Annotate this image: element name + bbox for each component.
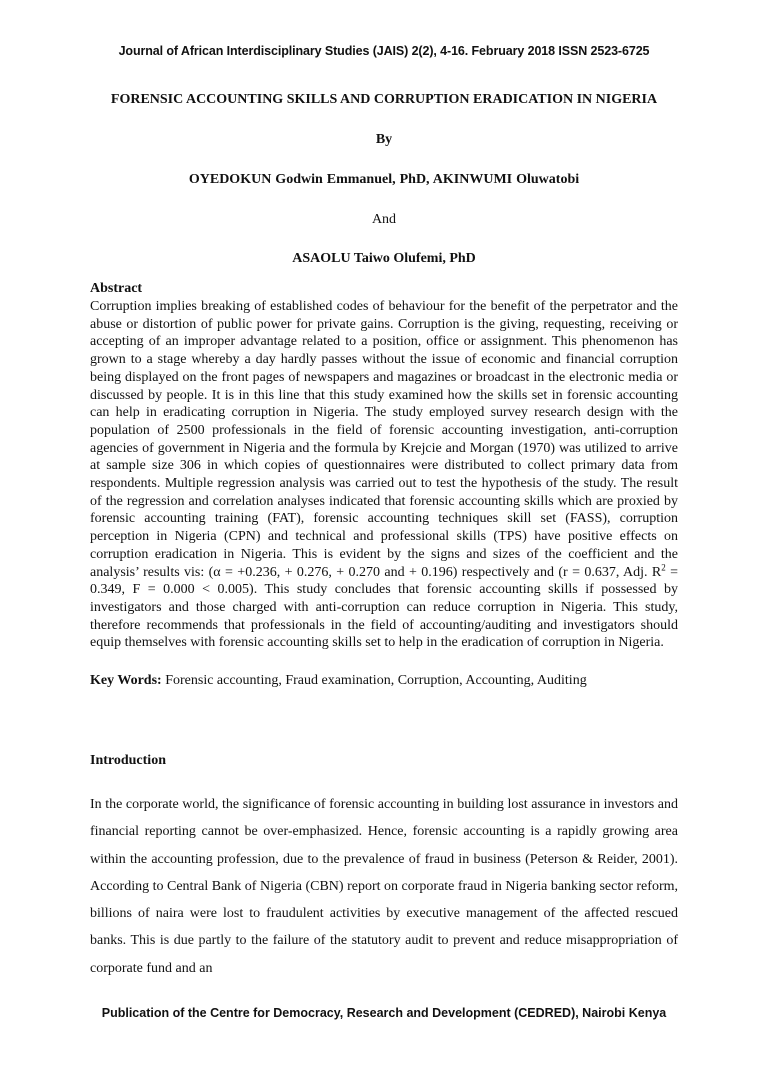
authors-line-2: ASAOLU Taiwo Olufemi, PhD bbox=[292, 251, 476, 266]
introduction-body: In the corporate world, the significance of forensic accounting in building lost assurance in investors and financial reporting cannot be over-emphasized. Hence, forensic accounting is a rapidly growing area within the accounting profession, due to the prevalence of fraud in business (Peterson & Reider, 2001). According to Central Bank of Nigeria (CBN) report on corporate fraud in Nigeria banking sector reform, billions of naira were lost to fraudulent activities by executive management of the affected rescued banks. This is due partly to the failure of the statutory audit to prevent and reduce misappropriation of corporate fund and an bbox=[90, 797, 678, 976]
authors-line-1: OYEDOKUN Godwin Emmanuel, PhD, AKINWUMI Oluwatobi bbox=[188, 172, 580, 187]
introduction-heading: Introduction bbox=[90, 753, 166, 768]
abstract-body bbox=[90, 298, 678, 652]
journal-header: Journal of African Interdisciplinary Studies (JAIS) 2(2), 4-16. February 2018 ISSN 2523-6725 bbox=[118, 44, 650, 58]
keywords bbox=[90, 673, 690, 689]
by-line: By bbox=[375, 132, 393, 147]
publication-footer: Publication of the Centre for Democracy, Research and Development (CEDRED), Nairobi Kenya bbox=[101, 1006, 667, 1020]
keywords-label: Key Words: bbox=[90, 673, 162, 688]
and-line: And bbox=[371, 212, 397, 227]
paper-title: FORENSIC ACCOUNTING SKILLS AND CORRUPTION ERADICATION IN NIGERIA bbox=[110, 92, 658, 107]
abstract-heading: Abstract bbox=[90, 281, 143, 296]
keywords-text: Forensic accounting, Fraud examination, Corruption, Accounting, Auditing bbox=[161, 673, 587, 688]
abstract-text-part2: = 0.349, F = 0.000 < 0.005). This study concludes that forensic accounting skills if possessed by investigators and those charged with anti-corruption can reduce corruption in Nigeria. This study, therefore recommends that professionals in the field of accounting/auditing and investigators should equip themselves with forensic accounting skills set to help in the eradication of corruption in Nigeria. bbox=[90, 564, 678, 651]
abstract-text-part1: Corruption implies breaking of established codes of behaviour for the benefit of the perpetrator and the abuse or distortion of public power for private gains. Corruption is the giving, requesting, receiving or accepting of an improper advantage related to a position, office or assignment. This phenomenon has grown to a stage whereby a day hardly passes without the issue of economic and financial corruption being displayed on the front pages of newspapers and magazines or broadcast in the electronic media or discussed by people. It is in this line that this study examined how the skills set in forensic accounting can help in eradicating corruption in Nigeria. The study employed survey research design with the population of 2500 professionals in the field of forensic accounting investigation, anti-corruption agencies of government in Nigeria and the formula by Krejcie and Morgan (1970) was utilized to arrive at sample size 306 in which copies of questionnaires were distributed to collect primary data from respondents. Multiple regression analysis was carried out to test the hypothesis of the study. The result of the regression and correlation analyses indicated that forensic accounting skills which are proxied by forensic accounting training (FAT), forensic accounting techniques skill set (FASS), corruption perception in Nigeria (CPN) and technical and professional skills (TPS) have positive effects on corruption eradication in Nigeria. This is evident by the signs and sizes of the coefficient and the analysis’ results vis: (α = +0.236, + 0.276, + 0.270 and + 0.196) respectively and (r = 0.637, Adj. R bbox=[90, 299, 678, 580]
r-squared-superscript: 2 bbox=[661, 561, 666, 572]
